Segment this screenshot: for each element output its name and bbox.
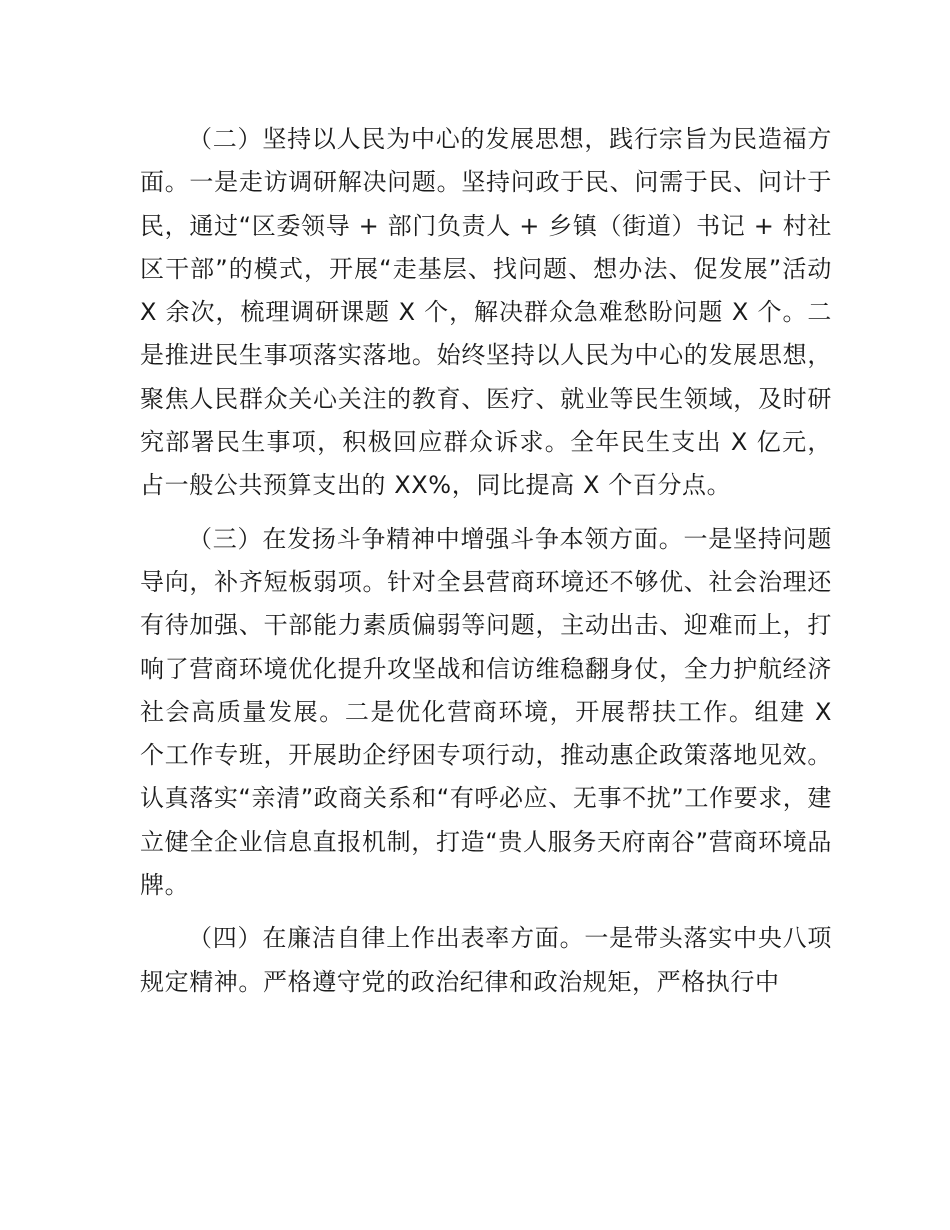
paragraph-section-four: （四）在廉洁自律上作出表率方面。一是带头落实中央八项规定精神。严格遵守党的政治纪律和政治规矩，严格执行中 [140, 924, 832, 996]
document-body [140, 118, 832, 1004]
paragraph-section-two: （二）坚持以人民为中心的发展思想，践行宗旨为民造福方面。一是走访调研解决问题。坚持问政于民、问需于民、问计于民，通过“区委领导 + 部门负责人 + 乡镇（街道）书记 + 村社区干部”的模式，开展“走基层、找问题、想办法、促发展”活动 X 余次，梳理调研课题 X 个，解决群众急难愁盼问题 X 个。二是推进民生事项落实落地。始终坚持以人民为中心的发展思想，聚焦人民群众关心关注的教育、医疗、就业等民生领域，及时研究部署民生事项，积极回应群众诉求。全年民生支出 X 亿元，占一般公共预算支出的 XX%，同比提高 X 个百分点。 [140, 125, 832, 500]
paragraph-section-three: （三）在发扬斗争精神中增强斗争本领方面。一是坚持问题导向，补齐短板弱项。针对全县营商环境还不够优、社会治理还有待加强、干部能力素质偏弱等问题，主动出击、迎难而上，打响了营商环境优化提升攻坚战和信访维稳翻身仗，全力护航经济社会高质量发展。二是优化营商环境，开展帮扶工作。组建 X 个工作专班，开展助企纾困专项行动，推动惠企政策落地见效。认真落实“亲清”政商关系和“有呼必应、无事不扰”工作要求，建立健全企业信息直报机制，打造“贵人服务天府南谷”营商环境品牌。 [140, 524, 832, 900]
